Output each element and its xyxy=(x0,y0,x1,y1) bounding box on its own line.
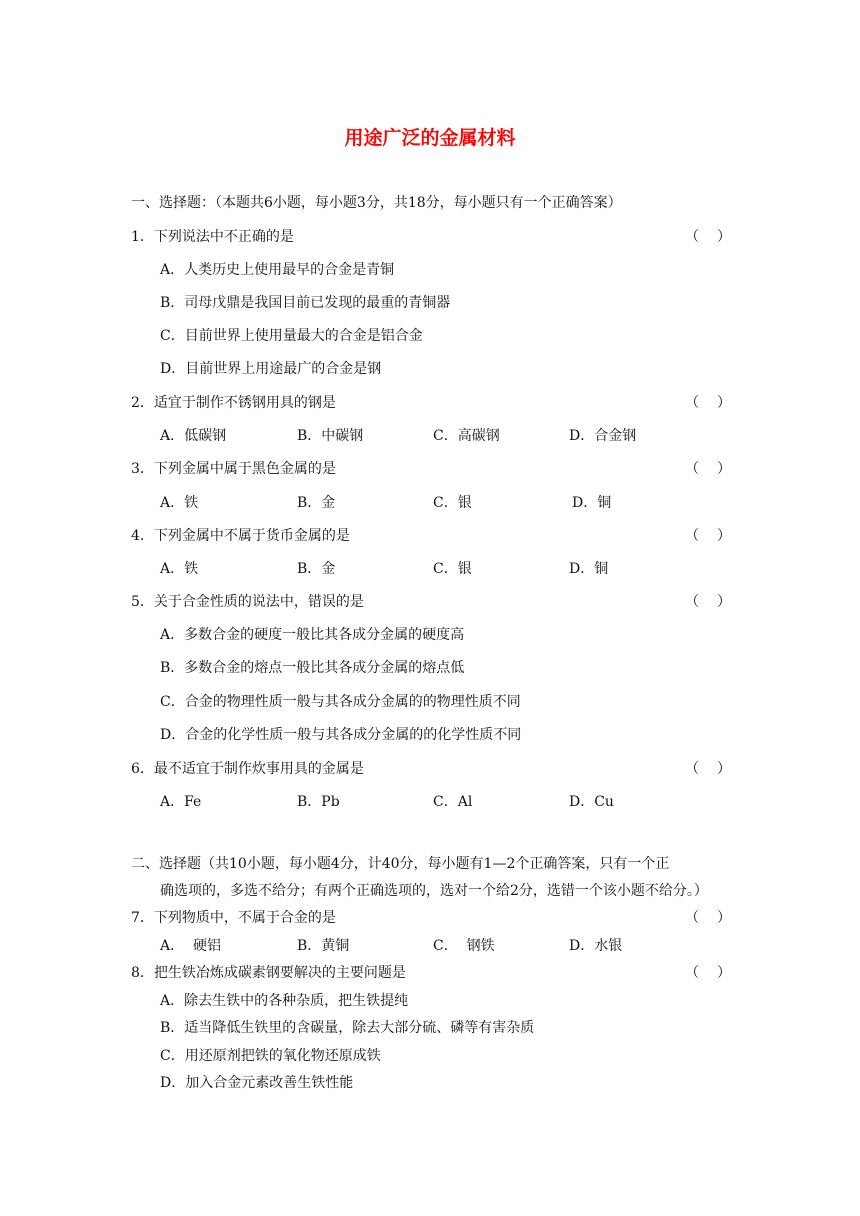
answer-bracket xyxy=(685,462,731,476)
question-8-option-c: C．用还原剂把铁的氧化物还原成铁 xyxy=(160,1048,381,1064)
question-3-option-a: A．铁 xyxy=(160,495,199,511)
bracket-open: （ xyxy=(685,229,699,245)
question-8-option-a: A．除去生铁中的各种杂质，把生铁提纯 xyxy=(160,993,409,1009)
question-3-option-c: C．银 xyxy=(433,495,472,511)
section-2-heading-line-2: 确选项的，多选不给分；有两个正确选项的，选对一个给2分，选错一个该小题不给分。） xyxy=(160,883,708,899)
question-5-option-c: C．合金的物理性质一般与其各成分金属的的物理性质不同 xyxy=(160,694,521,710)
answer-bracket xyxy=(685,529,731,543)
section-2-heading-line-1: 二、选择题（共10小题，每小题4分，计40分，每小题有1—2个正确答案，只有一个正 xyxy=(131,856,670,872)
question-5-option-a: A．多数合金的硬度一般比其各成分金属的硬度高 xyxy=(160,627,465,643)
bracket-open: （ xyxy=(685,965,699,981)
question-4-stem: 4．下列金属中不属于货币金属的是 xyxy=(131,528,350,544)
question-2-stem: 2．适宜于制作不锈钢用具的钢是 xyxy=(131,395,336,411)
question-2-option-c: C．高碳钢 xyxy=(433,428,500,444)
question-4-option-a: A．铁 xyxy=(160,561,199,577)
question-5-option-b: B．多数合金的熔点一般比其各成分金属的熔点低 xyxy=(160,660,465,676)
bracket-close: ） xyxy=(717,965,731,981)
question-1-option-c: C．目前世界上使用量最大的合金是铝合金 xyxy=(160,328,423,344)
question-3-option-b: B．金 xyxy=(297,495,336,511)
question-8-option-b: B．适当降低生铁里的含碳量，除去大部分硫、磷等有害杂质 xyxy=(160,1020,535,1036)
answer-bracket xyxy=(685,762,731,776)
question-3-option-d: D．铜 xyxy=(572,495,612,511)
bracket-open: （ xyxy=(685,594,699,610)
bracket-close: ） xyxy=(717,395,731,411)
question-1-stem: 1．下列说法中不正确的是 xyxy=(131,229,294,245)
bracket-close: ） xyxy=(717,461,731,477)
question-1-option-a: A．人类历史上使用最早的合金是青铜 xyxy=(160,262,395,278)
question-6-option-a: A．Fe xyxy=(160,794,202,810)
question-7-option-b: B．黄铜 xyxy=(297,938,350,954)
question-7-option-a: A． 硬铝 xyxy=(160,938,222,954)
bracket-close: ） xyxy=(717,229,731,245)
question-4-option-d: D．铜 xyxy=(569,561,609,577)
question-6-option-b: B．Pb xyxy=(297,794,340,810)
question-7-stem: 7．下列物质中，不属于合金的是 xyxy=(131,910,336,926)
answer-bracket xyxy=(685,966,731,980)
question-1-option-d: D．目前世界上用途最广的合金是钢 xyxy=(160,361,382,377)
answer-bracket xyxy=(685,911,731,925)
bracket-open: （ xyxy=(685,461,699,477)
question-6-option-d: D．Cu xyxy=(569,794,614,810)
question-2-option-b: B．中碳钢 xyxy=(297,428,364,444)
question-1-option-b: B．司母戊鼎是我国目前已发现的最重的青铜器 xyxy=(160,295,451,311)
section-1-heading: 一、选择题：（本题共6小题，每小题3分，共18分，每小题只有一个正确答案） xyxy=(131,195,622,211)
question-5-stem: 5．关于合金性质的说法中，错误的是 xyxy=(131,594,364,610)
question-2-option-d: D．合金钢 xyxy=(569,428,637,444)
page-title: 用途广泛的金属材料 xyxy=(344,127,516,149)
question-8-option-d: D．加入合金元素改善生铁性能 xyxy=(160,1075,354,1091)
question-4-option-b: B．金 xyxy=(297,561,336,577)
question-8-stem: 8．把生铁冶炼成碳素钢要解决的主要问题是 xyxy=(131,965,406,981)
bracket-open: （ xyxy=(685,910,699,926)
question-4-option-c: C．银 xyxy=(433,561,472,577)
answer-bracket xyxy=(685,595,731,609)
bracket-close: ） xyxy=(717,594,731,610)
bracket-close: ） xyxy=(717,528,731,544)
question-7-option-c: C． 钢铁 xyxy=(433,938,495,954)
question-2-option-a: A．低碳钢 xyxy=(160,428,227,444)
bracket-close: ） xyxy=(717,761,731,777)
bracket-open: （ xyxy=(685,395,699,411)
question-7-option-d: D．水银 xyxy=(569,938,623,954)
question-6-option-c: C．Al xyxy=(433,794,473,810)
question-5-option-d: D．合金的化学性质一般与其各成分金属的的化学性质不同 xyxy=(160,727,522,743)
bracket-open: （ xyxy=(685,528,699,544)
bracket-open: （ xyxy=(685,761,699,777)
bracket-close: ） xyxy=(717,910,731,926)
question-6-stem: 6．最不适宜于制作炊事用具的金属是 xyxy=(131,761,364,777)
answer-bracket xyxy=(685,396,731,410)
answer-bracket xyxy=(685,230,731,244)
question-3-stem: 3．下列金属中属于黑色金属的是 xyxy=(131,461,336,477)
